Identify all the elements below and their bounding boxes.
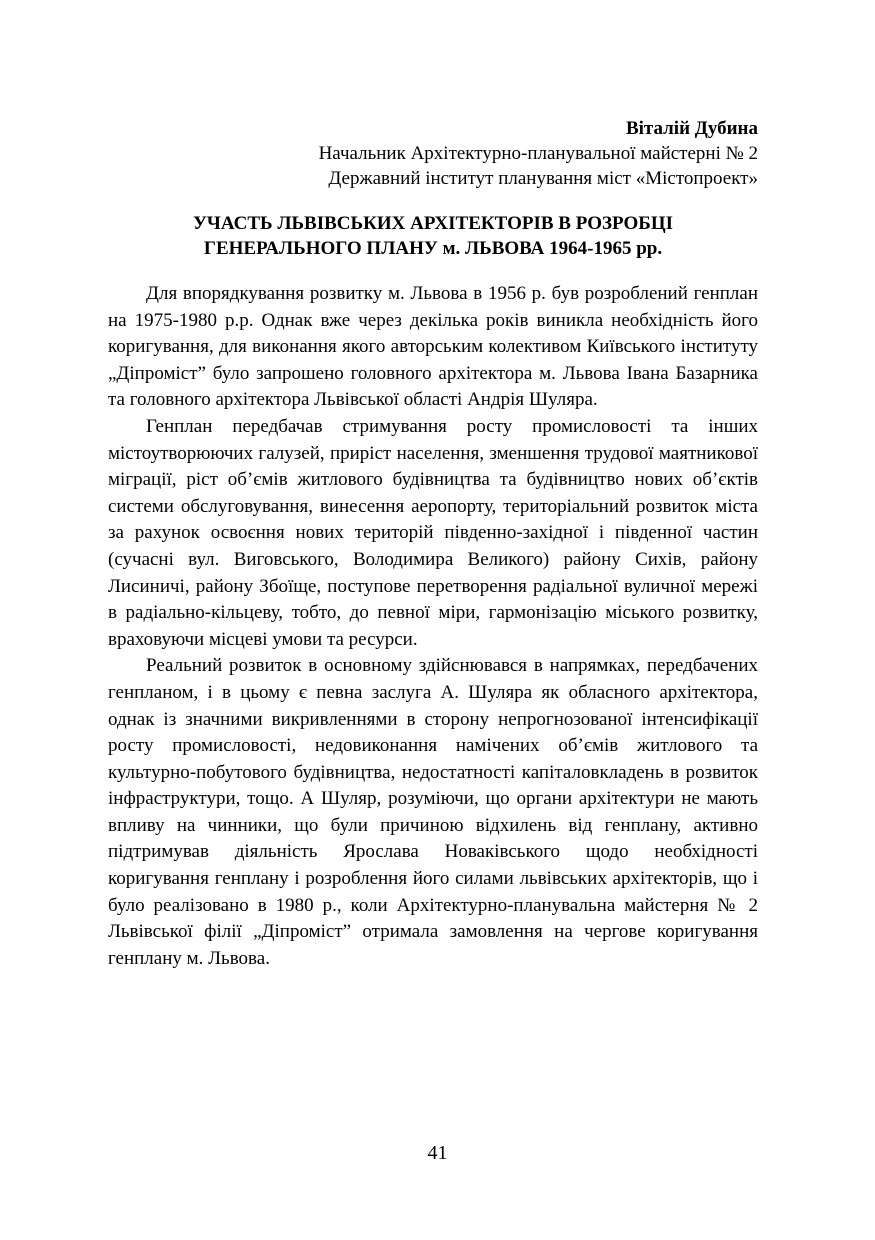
article-title <box>108 211 758 261</box>
paragraph: Генплан передбачав стримування росту промисловості та інших містоутворюючих галузей, приріст населення, зменшення трудової маятникової міграції, ріст об’ємів житлового будівництва та будівництво нових об’єктів системи обслуговування, винесення аеропорту, територіальний розвиток міста за рахунок освоєння нових територій південно-західної і південної частин (сучасні вул. Виговського, Володимира Великого) району Сихів, району Лисиничі, району Збоїще, поступове перетворення радіальної вуличної мережі в радіально-кільцеву, тобто, до певної міри, гармонізацію міського розвитку, враховуючи місцеві умови та ресурси. <box>108 415 758 650</box>
author-block <box>108 116 758 191</box>
paragraph: Реальний розвиток в основному здійснювався в напрямках, передбачених генпланом, і в цьому є певна заслуга А. Шуляра як обласного архітектора, однак із значними викривленнями в сторону непрогнозованої інтенсифікації росту промисловості, недовиконання намічених об’ємів житлового та культурно-побутового будівництва, недостатності капіталовкладень в розвиток інфраструктури, тощо. А Шуляр, розуміючи, що органи архітектури не мають впливу на чинники, що були причиною відхилень від генплану, активно підтримував діяльність Ярослава Новаківського щодо необхідності коригування генплану і розроблення його силами львівських архітекторів, що і було реалізовано в 1980 р., коли Архітектурно-планувальна майстерня № 2 Львівської філії „Діпроміст” отримала замовлення на чергове коригування генплану м. Львова. <box>108 655 758 969</box>
author-position: Начальник Архітектурно-планувальної майстерні № 2 <box>318 143 758 164</box>
page-number: 41 <box>427 1142 448 1164</box>
paragraph: Для впорядкування розвитку м. Львова в 1956 р. був розроблений генплан на 1975-1980 р.р. Однак вже через декілька років виникла необхідність його коригування, для виконання якого авторським колективом Київського інституту „Діпроміст” було запрошено головного архітектора м. Львова Івана Базарника та головного архітектора Львівської області Андрія Шуляра. <box>108 283 758 411</box>
author-name: Віталій Дубина <box>625 118 758 139</box>
article-title-line-1: УЧАСТЬ ЛЬВІВСЬКИХ АРХІТЕКТОРІВ В РОЗРОБЦІ <box>192 213 674 234</box>
author-institution: Державний інститут планування міст «Містопроект» <box>328 168 758 189</box>
article-body <box>108 281 758 972</box>
article-title-line-2: ГЕНЕРАЛЬНОГО ПЛАНУ м. ЛЬВОВА 1964-1965 рр. <box>203 238 663 259</box>
document-page <box>108 116 758 972</box>
